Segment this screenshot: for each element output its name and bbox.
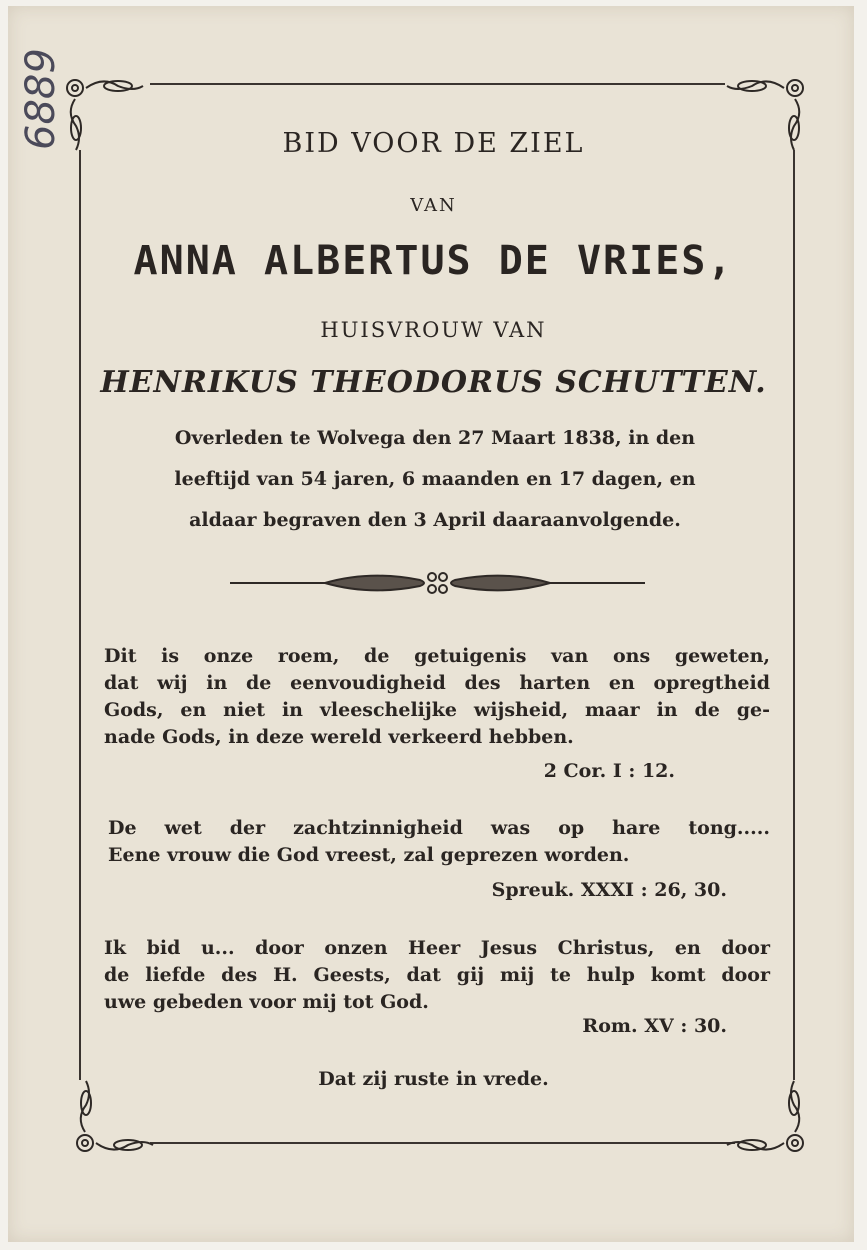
quote-line: Eene vrouw die God vreest, zal geprezen worden. <box>108 844 630 866</box>
quote-line: Dit is onze roem, de getuigenis van ons geweten, <box>104 645 770 667</box>
divider-ornament-icon <box>230 566 645 600</box>
death-line: leeftijd van 54 jaren, 6 maanden en 17 dagen, en <box>174 468 696 490</box>
quote-line: Gods, en niet in vleeschelijke wijsheid, maar in de ge- <box>104 699 770 721</box>
closing-line: Dat zij ruste in vrede. <box>318 1068 549 1090</box>
quote-line: dat wij in de eenvoudigheid des harten en opregtheid <box>104 672 770 694</box>
handwritten-number: 6889 <box>18 48 64 150</box>
relation-label: HUISVROUW VAN <box>320 318 547 342</box>
memorial-card <box>8 6 854 1242</box>
frame-bottom-line <box>150 1142 735 1144</box>
frame-left-line <box>79 150 81 1080</box>
death-details <box>130 418 740 541</box>
quote-line: nade Gods, in deze wereld verkeerd hebben. <box>104 726 574 748</box>
quote-line: de liefde des H. Geests, dat gij mij te hulp komt door <box>104 964 770 986</box>
corner-ornament-bottom-left-icon <box>68 1078 158 1163</box>
death-line: Overleden te Wolvega den 27 Maart 1838, in den <box>174 427 696 449</box>
scripture-reference: 2 Cor. I : 12. <box>543 760 675 782</box>
frame-top-line <box>150 83 725 85</box>
death-line: aldaar begraven den 3 April daaraanvolgende. <box>189 509 681 531</box>
frame-right-line <box>793 150 795 1080</box>
scripture-quote <box>108 815 770 869</box>
scripture-reference: Spreuk. XXXI : 26, 30. <box>491 879 727 901</box>
scripture-quote <box>104 643 770 751</box>
husband-name: HENRIKUS THEODORUS SCHUTTEN. <box>100 365 767 400</box>
van-label: VAN <box>410 195 457 216</box>
quote-line: Ik bid u... door onzen Heer Jesus Christus, en door <box>104 937 770 959</box>
card-title: BID VOOR DE ZIEL <box>282 128 585 159</box>
quote-line: uwe gebeden voor mij tot God. <box>104 991 429 1013</box>
deceased-name: ANNA ALBERTUS DE VRIES, <box>133 238 734 284</box>
scripture-reference: Rom. XV : 30. <box>582 1015 727 1037</box>
corner-ornament-bottom-right-icon <box>722 1078 812 1163</box>
quote-line: De wet der zachtzinnigheid was op hare tong..... <box>108 817 770 839</box>
scripture-quote <box>104 935 770 1016</box>
